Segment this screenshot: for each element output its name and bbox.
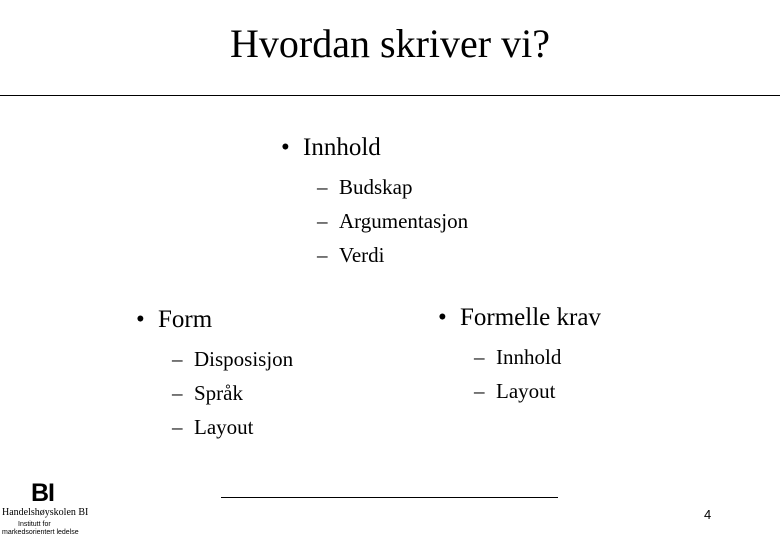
- bullet-group-innhold: [281, 132, 468, 272]
- sub-item-label: Budskap: [339, 175, 413, 199]
- sub-item: [172, 342, 293, 376]
- dash-icon: –: [317, 175, 328, 199]
- bullet-icon: •: [136, 306, 145, 333]
- sub-item: [317, 204, 468, 238]
- sub-item: [317, 170, 468, 204]
- logo-school-name: Handelshøyskolen BI: [2, 507, 89, 518]
- slide-title: Hvordan skriver vi?: [230, 21, 550, 66]
- page-number: 4: [704, 507, 712, 522]
- bullet-innhold: [281, 132, 468, 164]
- bullet-label: Form: [158, 306, 213, 333]
- logo-institute-line: Institutt for: [18, 521, 51, 528]
- sub-item-label: Språk: [194, 381, 243, 405]
- footer-divider: [221, 497, 558, 498]
- bullet-icon: •: [438, 304, 447, 331]
- title-divider: [0, 95, 780, 96]
- dash-icon: –: [317, 209, 328, 233]
- bullet-icon: •: [281, 134, 290, 161]
- sub-item-label: Argumentasjon: [339, 209, 469, 233]
- sub-item: [474, 340, 601, 374]
- bullet-form: [136, 304, 293, 336]
- sub-list-formelle-krav: [474, 340, 601, 408]
- dash-icon: –: [317, 243, 328, 267]
- bullet-group-form: [136, 304, 293, 444]
- sub-item-label: Disposisjon: [194, 347, 294, 371]
- sub-item: [172, 410, 293, 444]
- dash-icon: –: [172, 415, 183, 439]
- dash-icon: –: [172, 381, 183, 405]
- bullet-label: Innhold: [303, 134, 381, 161]
- dash-icon: –: [172, 347, 183, 371]
- sub-item-label: Layout: [496, 379, 556, 403]
- bullet-formelle-krav: [438, 302, 601, 334]
- sub-list-innhold: [317, 170, 468, 272]
- logo-department-line: markedsorientert ledelse: [2, 529, 79, 536]
- sub-list-form: [172, 342, 293, 444]
- bi-logo: [2, 480, 94, 537]
- dash-icon: –: [474, 345, 485, 369]
- sub-item-label: Innhold: [496, 345, 562, 369]
- bullet-group-formelle-krav: [438, 302, 601, 408]
- dash-icon: –: [474, 379, 485, 403]
- sub-item-label: Layout: [194, 415, 254, 439]
- sub-item: [474, 374, 601, 408]
- sub-item: [317, 238, 468, 272]
- bullet-label: Formelle krav: [460, 304, 601, 331]
- logo-mark: BI: [31, 479, 54, 507]
- sub-item: [172, 376, 293, 410]
- sub-item-label: Verdi: [339, 243, 385, 267]
